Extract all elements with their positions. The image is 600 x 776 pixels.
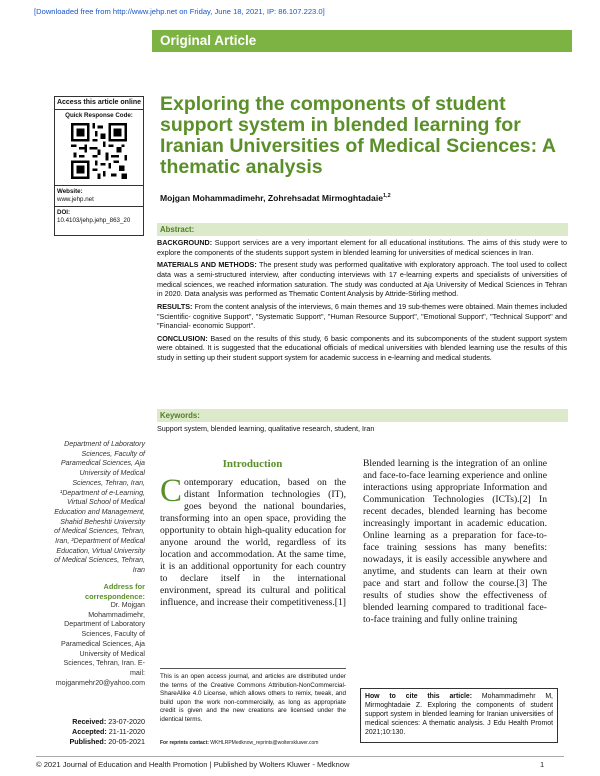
correspondence-heading: Address for correspondence: xyxy=(85,582,145,601)
abstract-methods xyxy=(157,260,567,299)
page-number: 1 xyxy=(540,760,545,769)
conclusion-text: Based on the results of this study, 6 basic components and its subcomponents of the student support system were obtained. It is suggested that the educational officials of medical universities with blended learning use the results of this study in setting up their student support system for academic success in e-learning and medical students. xyxy=(157,333,567,363)
conclusion-label: CONCLUSION: xyxy=(157,333,208,343)
background-text: Support services are a very important element for all educational institutions. The aims of this study were to explore the components of the students support system in blended learning for universities of medical sciences in Iran. xyxy=(157,238,567,257)
keywords-text: Support system, blended learning, qualitative research, student, Iran xyxy=(157,424,375,433)
footer-text: © 2021 Journal of Education and Health Promotion | Published by Wolters Kluwer - Medknow xyxy=(36,760,350,769)
results-text: From the content analysis of the interviews, 6 main themes and 19 sub-themes were obtained. Main themes included "Scientific- cognitive Support", "Systematic Support", "Human Resource Support", "Emotional Support", "Technical Support" and "Financial- economic Support". xyxy=(157,301,567,331)
abstract-results xyxy=(157,302,567,331)
cite-label: How to cite this article: xyxy=(365,693,473,700)
footer-divider xyxy=(36,756,564,757)
results-label: RESULTS: xyxy=(157,301,193,311)
accepted-value: 21-11-2020 xyxy=(108,726,145,736)
intro-column-2: Blended learning is the integration of an online and face-to-face learning experience and online interactions using appropriate Information and Communication Technologies (ICTs).[2] In recent decades, blended learning has become increasingly important in academic education. Online learning as a preparation for face-to-face training sessions has many benefits: nowadays, it is easily accessible anywhere and anytime, and students can learn at their own pace and start and follow the course.[3] The results of studies show the effectiveness of blended learning compared to traditional face-to-face training and fully online training xyxy=(363,458,547,625)
author-affil-marks: 1,2 xyxy=(383,193,391,200)
received-value: 23-07-2020 xyxy=(108,717,145,726)
background-label: BACKGROUND: xyxy=(157,238,213,247)
reprints-contact xyxy=(160,740,318,746)
drop-cap: C xyxy=(160,473,183,509)
doi-value[interactable]: 10.4103/jehp.jehp_863_20 xyxy=(57,217,131,224)
intro-column-1 xyxy=(160,473,346,609)
methods-text: The present study was performed qualitative with exploratory approach. The tool used to collect data was a semi-structured interview, after conducting interviews with 17 e-learning experts and specialists of universities of medical sciences, we reached information saturation. The study was conducted at Aja University of Medical Sciences in Tehran in 2020. Data analysis was performed as Thematic Content Analysis by Attride-Stirling method. xyxy=(157,260,567,299)
reprints-label: For reprints contact: xyxy=(160,740,209,746)
article-dates xyxy=(54,717,145,746)
article-title: Exploring the components of student support system in blended learning for Iranian Universities of Medical Sciences: A thematic analysis xyxy=(160,93,556,178)
website-label: Website: xyxy=(55,185,143,195)
author-names: Mojgan Mohammadimehr, Zohrehsadat Mirmoghtadaie xyxy=(160,193,383,203)
qr-label: Quick Response Code: xyxy=(65,112,133,119)
methods-label: MATERIALS AND METHODS: xyxy=(157,260,257,270)
published-date xyxy=(54,737,145,747)
authors xyxy=(160,193,391,203)
access-article-box xyxy=(54,96,144,236)
accepted-label: Accepted: xyxy=(72,726,107,736)
abstract-body xyxy=(157,238,567,366)
license-note: This is an open access journal, and articles are distributed under the terms of the Creative Commons Attribution-NonCommercial-ShareAlike 4.0 License, which allows others to remix, tweak, and build upon the work non-commercially, as long as appropriate credit is given and the new creations are licensed under the identical terms. xyxy=(160,668,346,724)
affiliations: Department of Laboratory Sciences, Faculty of Paramedical Sciences, Aja University of Medical Sciences, Tehran, Iran, ¹Department of e-Learning, Virtual School of Medical Education and Management, Shahid Beheshti University of Medical Sciences, Tehran, Iran, ²Department of Medical Education, Virtual University of Medical Sciences, Tehran, Iran xyxy=(54,440,145,575)
abstract-heading: Abstract: xyxy=(157,223,568,236)
access-label: Access this article online xyxy=(55,97,143,110)
qr-code-icon[interactable] xyxy=(71,123,127,179)
intro-col1-text: ontemporary education, based on the distant Information technologies (IT), goes beyond the national boundaries, transforming into an open space, providing the opportunity to obtain high-quality education for anyone around the world, regardless of its location and accommodation. At the same time, it is an additional opportunity for each country to declare itself in the international environment, spread its cultural and political influence, and increase their competitiveness.[1] xyxy=(160,477,346,608)
website-value[interactable]: www.jehp.net xyxy=(57,196,94,203)
introduction-heading: Introduction xyxy=(222,458,283,470)
reprints-email[interactable]: WKHLRPMedknow_reprints@wolterskluwer.com xyxy=(208,740,319,746)
received-label: Received: xyxy=(72,717,107,726)
article-type-banner: Original Article xyxy=(152,30,572,52)
download-note[interactable]: [Downloaded free from http://www.jehp.net on Friday, June 18, 2021, IP: 86.107.223.0] xyxy=(34,7,325,16)
abstract-background xyxy=(157,238,567,258)
doi-label: DOI: xyxy=(55,206,143,216)
received-date xyxy=(54,717,145,727)
published-value: 20-05-2021 xyxy=(108,736,145,746)
abstract-conclusion xyxy=(157,334,567,363)
cite-box xyxy=(360,688,558,743)
published-label: Published: xyxy=(69,736,107,746)
accepted-date xyxy=(54,727,145,737)
cite-text: Mohammadimehr M, Mirmoghtadaie Z. Exploring the components of student support system in blended learning for Iranian universities of medical sciences: A thematic analysis. J Edu Health Promot 2021;10:130. xyxy=(365,693,553,736)
keywords-heading: Keywords: xyxy=(157,409,568,422)
correspondence-text: Dr. Mojgan Mohammadimehr, Department of Laboratory Sciences, Faculty of Paramedical Sciences, Aja University of Medical Sciences, Tehran, Iran. E-mail: mojganmehr20@yahoo.com xyxy=(55,601,145,687)
